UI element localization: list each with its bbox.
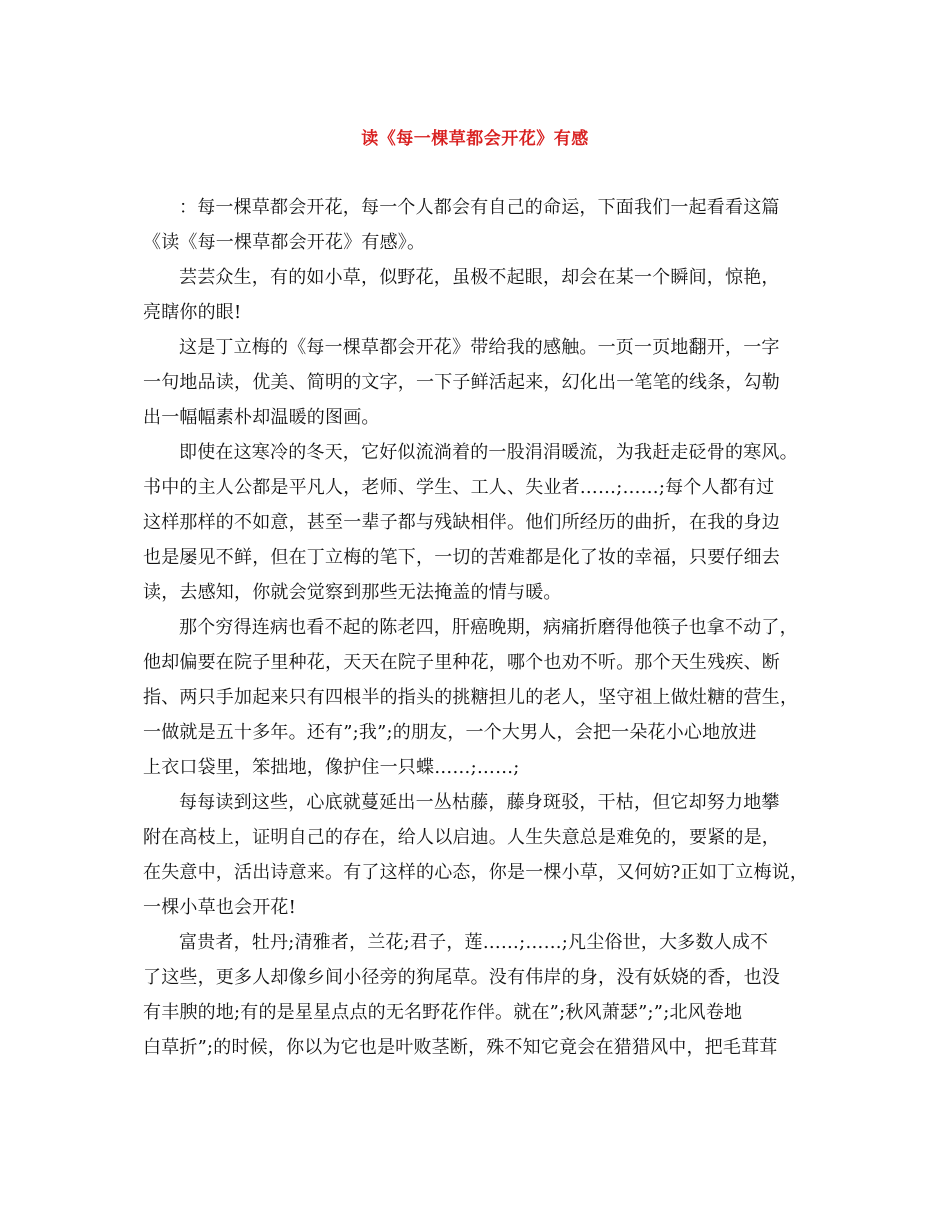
paragraph-line: ：每一棵草都会开花，每一个人都会有自己的命运，下面我们一起看看这篇	[179, 197, 780, 218]
paragraph-line: 《读《每一棵草都会开花》有感》。	[143, 232, 426, 253]
paragraph-line: 亮瞎你的眼!	[143, 302, 242, 323]
paragraph-line: 上衣口袋里，笨拙地，像护住一只蝶……;……;	[143, 757, 520, 778]
paragraph-line: 这是丁立梅的《每一棵草都会开花》带给我的感触。一页一页地翻开，一字	[179, 337, 780, 358]
document-body	[143, 190, 813, 1065]
paragraph-line: 读，去感知，你就会觉察到那些无法掩盖的情与暖。	[143, 582, 562, 603]
paragraph-line: 这样那样的不如意，甚至一辈子都与残缺相伴。他们所经历的曲折，在我的身边	[143, 512, 780, 533]
paragraph-line: 一棵小草也会开花!	[143, 897, 297, 918]
paragraph-line: 指、两只手加起来只有四根半的指头的挑糖担儿的老人，坚守祖上做灶糖的营生，	[143, 687, 799, 708]
paragraph-line: 即使在这寒冷的冬天，它好似流淌着的一股涓涓暖流，为我赶走砭骨的寒风。	[179, 442, 798, 463]
paragraph-line: 附在高枝上，证明自己的存在，给人以启迪。人生失意总是难免的，要紧的是，	[143, 827, 780, 848]
paragraph-line: 一做就是五十多年。还有”;我”;的朋友，一个大男人，会把一朵花小心地放进	[143, 722, 757, 743]
paragraph-line: 那个穷得连病也看不起的陈老四，肝癌晚期，病痛折磨得他筷子也拿不动了，	[179, 617, 798, 638]
paragraph-line: 白草折”;的时候，你以为它也是叶败茎断，殊不知它竟会在猎猎风中，把毛茸茸	[143, 1037, 778, 1058]
paragraph-line: 出一幅幅素朴却温暖的图画。	[143, 407, 380, 428]
paragraph-line: 在失意中，活出诗意来。有了这样的心态，你是一棵小草，又何妨?正如丁立梅说，	[143, 862, 809, 883]
paragraph-line: 他却偏要在院子里种花，天天在院子里种花，哪个也劝不听。那个天生残疾、断	[143, 652, 780, 673]
paragraph-line: 书中的主人公都是平凡人，老师、学生、工人、失业者……;……;每个人都有过	[143, 477, 775, 498]
paragraph-line: 了这些，更多人却像乡间小径旁的狗尾草。没有伟岸的身，没有妖娆的香，也没	[143, 967, 780, 988]
paragraph-line: 有丰腴的地;有的是星星点点的无名野花作伴。就在”;秋风萧瑟”;”;北风卷地	[143, 1002, 743, 1023]
paragraph-line: 也是屡见不鲜，但在丁立梅的笔下，一切的苦难都是化了妆的幸福，只要仔细去	[143, 547, 780, 568]
paragraph-line: 富贵者，牡丹;清雅者，兰花;君子，莲……;……;凡尘俗世，大多数人成不	[179, 932, 769, 953]
paragraph-line: 每每读到这些，心底就蔓延出一丛枯藤，藤身斑驳，干枯，但它却努力地攀	[179, 792, 780, 813]
paragraph-line: 一句地品读，优美、简明的文字，一下子鲜活起来，幻化出一笔笔的线条，勾勒	[143, 372, 780, 393]
document-title: 读《每一棵草都会开花》有感	[361, 129, 589, 149]
paragraph-line: 芸芸众生，有的如小草，似野花，虽极不起眼，却会在某一个瞬间，惊艳，	[179, 267, 780, 288]
